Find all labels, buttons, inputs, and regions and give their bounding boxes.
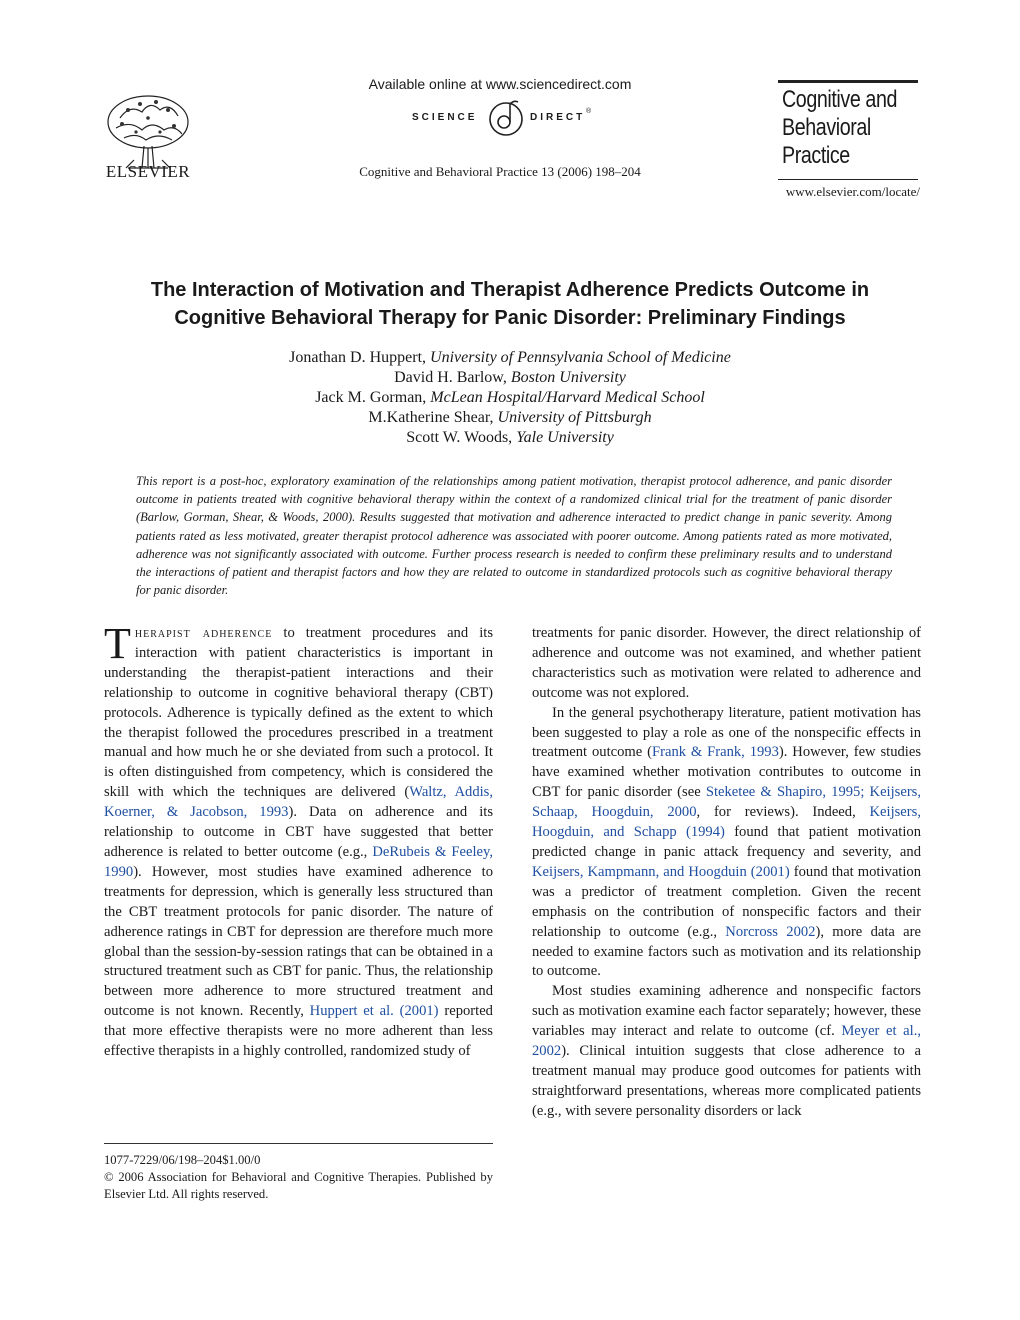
author-entry xyxy=(104,368,916,388)
sd-left-word: SCIENCE xyxy=(412,112,478,123)
author-list xyxy=(104,348,916,448)
title-line: The Interaction of Motivation and Therapist Adherence Predicts Outcome in xyxy=(150,279,870,301)
body-paragraph xyxy=(104,619,494,1062)
citation-link[interactable]: DeRubeis & Feeley, 1990 xyxy=(104,843,493,880)
body-paragraph xyxy=(532,982,921,1121)
citation-link[interactable]: Huppert et al. (2001) xyxy=(309,1003,439,1020)
text-run: reported that more effective therapists were no more adherent than less effective therapists in a highly controlled, randomized study of xyxy=(104,1003,493,1060)
author-entry xyxy=(104,408,916,428)
author-entry xyxy=(104,348,916,368)
issn-line: 1077-7229/06/198–204$1.00/0 xyxy=(104,1153,261,1167)
body-column-right xyxy=(532,624,921,1122)
author-affiliation: Yale University xyxy=(516,429,614,446)
author-entry xyxy=(104,428,916,448)
text-run: ). Clinical intuition suggests that close adherence to a treatment manual may produce good outcomes for patients with straightforward presentations, whereas more complicated patients (e.g., with severe personality disorders or lack xyxy=(532,1043,921,1119)
journal-url[interactable]: www.elsevier.com/locate/ xyxy=(785,184,920,199)
author-affiliation: Boston University xyxy=(510,369,626,386)
text-run: found that patient motivation predicted change in panic attack frequency and severity, and xyxy=(532,824,921,860)
text-run: ), more data are needed to examine factors such as motivation and its relationship to outcome. xyxy=(532,923,922,980)
sciencedirect-logo xyxy=(400,96,610,140)
text-run: found that motivation was a predictor of treatment completion. Given the recent emphasis on the contribution of nonspecific factors and their relationship to outcome (e.g., xyxy=(532,863,921,940)
sd-right-word: DIRECT xyxy=(530,112,586,123)
citation-link[interactable]: Keijsers, Kampmann, and Hoogduin (2001) xyxy=(532,863,790,880)
publisher-wordmark: ELSEVIER xyxy=(105,162,191,181)
body-column-left xyxy=(104,619,494,1062)
citation-link[interactable]: Keijsers, Hoogduin, and Schapp (1994) xyxy=(532,804,921,841)
author-name: Jack M. Gorman, xyxy=(315,389,431,406)
drop-cap: T xyxy=(104,619,131,668)
author-name: David H. Barlow, xyxy=(394,369,511,386)
text-run: , for reviews). Indeed, xyxy=(696,804,870,821)
brand-line: Practice xyxy=(782,142,850,169)
abstract: This report is a post-hoc, exploratory examination of the relationships among patient motivation, therapist protocol adherence, and panic disorder outcome in patients treated with cognitive behavioral therapy within the context of a randomized clinical trial for the treatment of panic disorder (Barlow, Gorman, Shear, & Woods, 2000). Results suggested that motivation and adherence interacted to predict change in panic severity. Among patients rated as less motivated, greater therapist protocol adherence was associated with poorer outcome. Among patients rated as more motivated, adherence was not significantly associated with outcome. Further process research is needed to confirm these preliminary results and to understand the interactions of patient and therapist factors and how they are related to outcome in standardized protocols such as cognitive behavioral therapy for panic disorder. xyxy=(136,474,892,598)
citation-link[interactable]: Steketee & Shapiro, 1995; Keijsers, Schaap, Hoogduin, 2000 xyxy=(532,784,922,821)
sd-trademark: ® xyxy=(586,108,592,115)
brand-line: Cognitive and xyxy=(782,86,898,113)
title-line: Cognitive Behavioral Therapy for Panic Disorder: Preliminary Findings xyxy=(174,307,846,329)
sd-at-icon xyxy=(486,98,526,138)
author-affiliation: University of Pittsburgh xyxy=(497,409,652,426)
author-name: M.Katherine Shear, xyxy=(368,409,498,426)
citation-link[interactable]: Meyer et al., 2002 xyxy=(532,1023,921,1060)
body-paragraph: treatments for panic disorder. However, the direct relationship of adherence and outcome was not examined, and whether patient characteristics such as motivation were related to adherence and outcome was not explored. xyxy=(532,625,921,701)
journal-brand-title xyxy=(782,86,897,170)
text-run: to treatment procedures and its interaction with patient characteristics is important in understanding the therapist-patient interactions and their relationship to outcome in cognitive behavioral therapy (CBT) protocols. Adherence is typically defined as the extent to which the therapist followed the procedures prescribed in a treatment manual and how much he or she deviated from such a protocol. It is often distinguished from competency, which is considered the skill with which the techniques are delivered ( xyxy=(104,625,494,801)
citation-link[interactable]: Frank & Frank, 1993 xyxy=(651,744,779,761)
journal-citation-line: Cognitive and Behavioral Practice 13 (2006) 198–204 xyxy=(359,164,641,179)
author-name: Jonathan D. Huppert, xyxy=(289,349,431,366)
citation-link[interactable]: Norcross 2002 xyxy=(725,923,816,940)
text-run: ). Data on adherence and its relationship to outcome in CBT have suggested that better adherence is related to better outcome (e.g., xyxy=(104,804,493,860)
text-run: Most studies examining adherence and nonspecific factors such as motivation examine each factor separately; however, these variables may interact and relate to outcome (cf. xyxy=(532,983,921,1040)
copyright-line: © 2006 Association for Behavioral and Cognitive Therapies. Published by Elsevier Ltd. All rights reserved. xyxy=(104,1170,493,1201)
author-affiliation: McLean Hospital/Harvard Medical School xyxy=(430,389,705,406)
body-paragraph xyxy=(532,704,921,983)
text-run: ). However, most studies have examined adherence to treatments for depression, which is generally less structured than the CBT treatment protocols for panic disorder. The nature of adherence ratings in CBT for depression are therefore much more global than the session-by-session ratings that can be obtained in a structured treatment such as CBT for panic. Thus, the relationship between more adherence to more structured treatment and outcome is not known. Recently, xyxy=(104,863,493,1020)
citation-link[interactable]: Waltz, Addis, Koerner, & Jacobson, 1993 xyxy=(104,784,493,821)
text-run: In the general psychotherapy literature, patient motivation has been suggested to play a role as one of the nonspecific effects in treatment outcome ( xyxy=(532,704,921,761)
copyright-footnote xyxy=(104,1152,493,1203)
lead-in-smallcaps: herapist adherence xyxy=(134,625,273,641)
article-title xyxy=(104,276,916,332)
brand-line: Behavioral xyxy=(782,114,871,141)
author-affiliation: University of Pennsylvania School of Medicine xyxy=(430,349,731,366)
footnote-divider xyxy=(104,1143,493,1144)
available-online-text: Available online at www.sciencedirect.com xyxy=(368,76,632,92)
text-run: ). However, few studies have examined whether motivation contributes to outcome in CBT for panic disorder (see xyxy=(532,744,922,801)
author-entry xyxy=(104,388,916,408)
author-name: Scott W. Woods, xyxy=(406,429,517,446)
